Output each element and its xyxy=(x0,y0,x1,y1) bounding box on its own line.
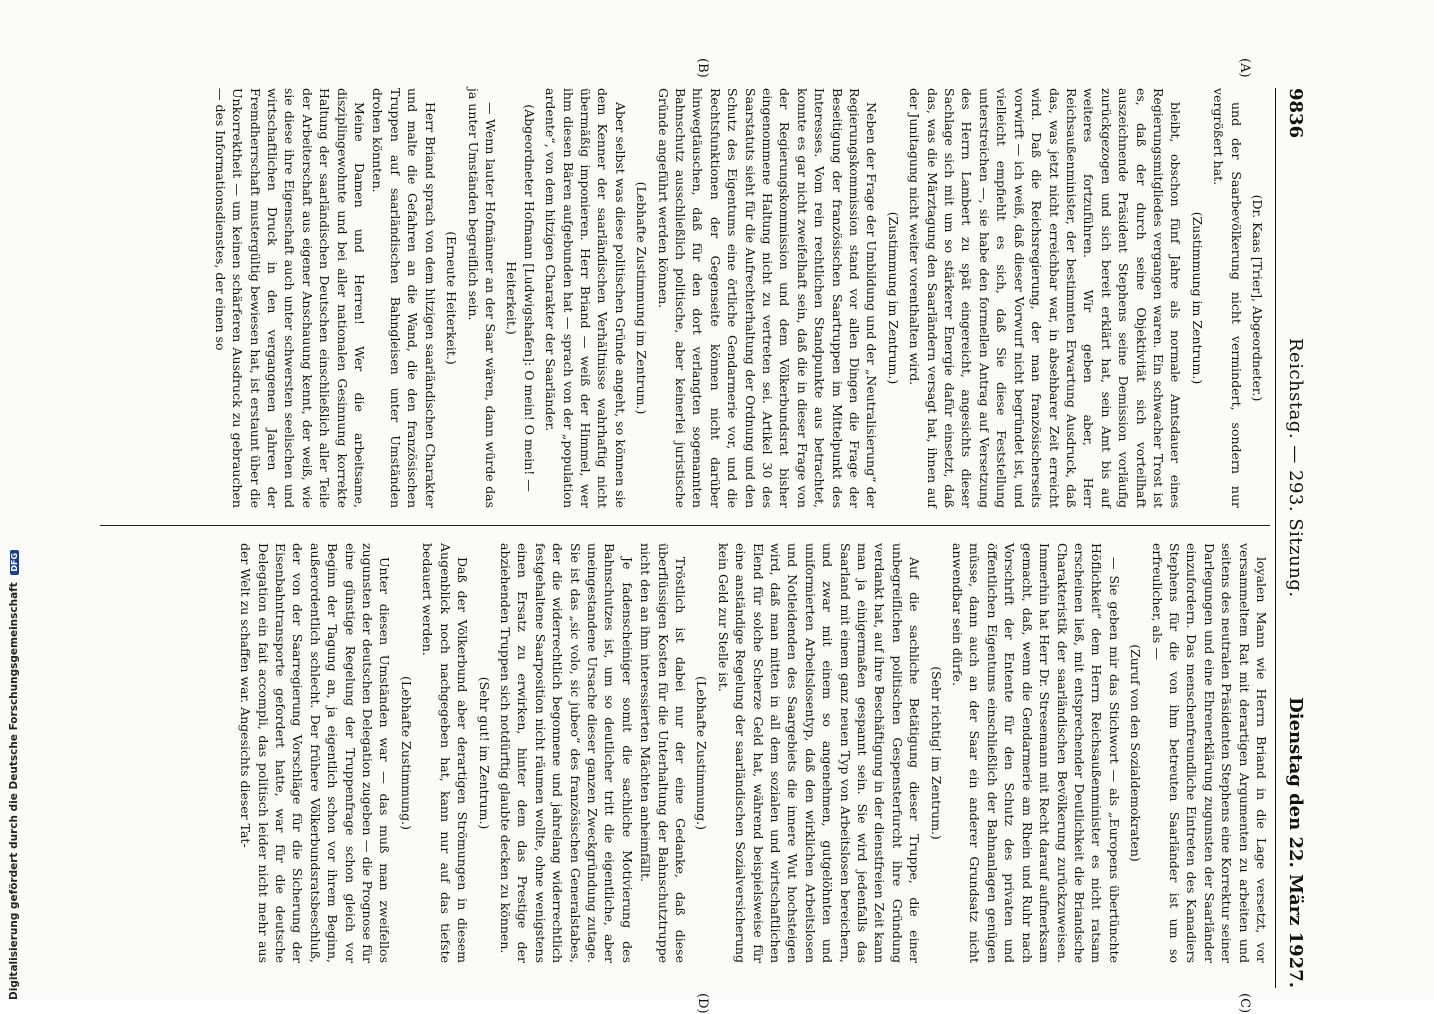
paragraph: und der Saarbevölkerung nicht vermindert, sondern nur vergrößert hat. xyxy=(1211,88,1244,508)
digitization-credit-text: Digitalisierung gefördert durch die Deutsche Forschungsgemeinschaft xyxy=(8,582,20,1000)
rotated-sheet xyxy=(100,58,1310,1014)
margin-marker-c: (C) xyxy=(1237,993,1252,1014)
dfg-logo: DFG xyxy=(10,550,19,575)
margin-marker-a: (A) xyxy=(1237,58,1252,78)
paragraph: — Wenn lauter Hofmänner an der Saar wären, dann würde das ja unter Umständen begreiflich sein. xyxy=(465,88,498,508)
interjection: (Abgeordneter Hofmann [Ludwigshafen]: O mein! O mein! — Heiterkeit.) xyxy=(504,104,537,492)
interjection: (Sehr gut! im Zentrum.) xyxy=(476,676,492,830)
page-header xyxy=(1274,88,1310,988)
interjection: (Zustimmung im Zentrum.) xyxy=(1189,211,1205,385)
interjection: (Zustimmung im Zentrum.) xyxy=(885,211,901,385)
interjection: (Lebhafte Zustimmung im Zentrum.) xyxy=(634,181,650,415)
session-date: Dienstag den 22. März 1927. xyxy=(1285,697,1306,988)
interjection: (Lebhafte Zustimmung.) xyxy=(398,676,414,830)
paragraph: Herr Briand sprach von dem hitzigen saarländischen Charakter und malte die Gefahren an die Wand, die den französischen Truppen auf saarländischen Bahngleisen unter Umständen drohen könnten. xyxy=(370,88,438,508)
paragraph: bleibt, obschon fünf Jahre als normale Amtsdauer eines Regierungsmitgliedes vergangen waren. Ein schwacher Trost ist es, daß der durch seine Objektivität sich vorteilhaft auszeichnende Präsident Stephens seine Demission vorläufig zurückgezogen und sich bereit erklärt hat, sein Amt bis auf weiteres fortzuführen. Wir geben aber, Herr Reichsaußenminister, der bestimmten Erwartung Ausdruck, daß das, was jetzt nicht erreichbar war, in absehbarer Zeit erreicht wird. Daß die Reichsregierung, der man französischerseits vorwirft — ich weiß, daß dieser Vorwurf nicht begründet ist, und vielleicht empfiehlt es sich, daß Sie diese Feststellung unterstreichen —, sie habe den formellen Antrag auf Versetzung des Herrn Lambert zu spät eingereicht, angesichts dieser Sachlage sich mit um so stärkerer Energie dafür einsetzt, daß das, was die Märztagung den Saarländern versagt hat, ihnen auf der Junitagung nicht weiter vorenthalten wird. xyxy=(907,88,1184,508)
interjection: (Zuruf von den Sozialdemokraten) xyxy=(1128,644,1144,862)
paragraph: Neben der Frage der Umbildung und der „Neutralisierung“ der Regierungskommission stand vor allen Dingen die Frage der Beseitigung der französischen Saartruppen im Mittelpunkt des Interesses. Vom rein rechtlichen Standpunkte aus betrachtet, konnte es gar nicht zweifelhaft sein, daß die in dieser Frage von der Regierungskommission und dem Völkerbundsrat bisher eingenommene Haltung nicht zu vertreten sei. Artikel 30 des Saarstatuts sieht für die Aufrechterhaltung der Ordnung und den Schutz des Eigentums eine örtliche Gendarmerie vor, und die Rechtsfunktionen der Gegenseite können nicht darüber hinwegtäuschen, daß für den dort verlangten sogenannten Bahnschutz ausschließlich politische, aber keinerlei juristische Gründe angeführt werden können. xyxy=(655,88,880,508)
left-text-column xyxy=(210,88,1270,508)
speaker-note: (Dr. Kaas [Trier], Abgeordneter.) xyxy=(1250,194,1265,402)
digitization-credit xyxy=(8,480,20,1000)
interjection: (Lebhafte Zustimmung.) xyxy=(694,676,710,830)
session-title: Reichstag. — 293. Sitzung. xyxy=(1285,338,1306,598)
paragraph: loyalen Mann wie Herrn Briand in die Lage versetzt, vor versammeltem Rat mit derartigen Argumenten zu arbeiten und seitens des neutralen Präsidenten Stephens eine Korrektur seiner Darlegungen und eine Ehrenerklärung zugunsten der Saarländer einzufordern. Das menschenfreundliche Eintreten des Kanadiers Stephens für die von ihm betreuten Saarländer ist um so erfreulicher, als — xyxy=(1149,543,1269,963)
paragraph: Meine Damen und Herren! Wer die arbeitsame, disziplingewohnte und bei aller nationalen Gesinnung korrekte Haltung der saarländischen Deutschen einschließlich aller Teile der Arbeiterschaft aus eigener Anschauung kennt, der weiß, wie sie diese ihre Eigenschaft auch unter schwersten seelischen und wirtschaftlichen Druck in den vergangenen Jahren der Fremdherrschaft mustergültig bewiesen hat, ist erstaunt über die Unkorrektheit — um keinen schärferen Ausdruck zu gebrauchen — des Informationsdienstes, der einen so xyxy=(212,88,368,508)
page-number: 9836 xyxy=(1285,88,1306,139)
paragraph: Je fadenscheiniger somit die sachliche Motivierung des Bahnschutzes ist, um so deutlicher tritt die eigentliche, aber uneingestandene Ursache dieser ganzen Zweckgründung zutage. Sie ist das „sic volo, sic jubeo“ des französischen Generalstabes, der die widerrechtlich begonnene und jahrelang widerrechtlich festgehaltene Saarposition nicht räumen wollte, ohne wenigstens einen Ersatz zu erwirken, hinter dem das Prestige der abziehenden Truppen sich notdürftig glaubte decken zu können. xyxy=(497,543,635,963)
margin-marker-d: (D) xyxy=(695,993,710,1014)
margin-marker-b: (B) xyxy=(695,58,710,78)
paragraph: Aber selbst was diese politischen Gründe angeht, so können sie dem Kenner der saarländischen Verhältnisse wahrhaftig nicht übermäßig imponieren. Herr Briand — weiß der Himmel, wer ihm diesen Bären aufgebunden hat — sprach von der „population ardente“, von dem hitzigen Charakter der Saarländer. xyxy=(543,88,628,508)
interjection: (Sehr richtig! im Zentrum.) xyxy=(928,666,944,840)
paragraph: Tröstlich ist dabei nur der eine Gedanke, daß diese überflüssigen Kosten für die Unterhaltung der Bahnschutztruppe nicht den an ihm interessierten Mächten anheimfällt. xyxy=(638,543,688,963)
paragraph: Daß der Völkerbund aber derartigen Strömungen in diesem Augenblick noch nachgegeben hat, kann nur auf das tiefste bedauert werden. xyxy=(420,543,471,963)
paragraph: Unter diesen Umständen war — das muß man zweifellos zugunsten der deutschen Delegation zugeben — die Prognose für eine günstige Regelung der Truppenfrage schon gleich vor Beginn der Tagung an, ja eigentlich schon vor ihrem Beginn, außerordentlich schlecht. Der frühere Völkerbundsratsbeschluß, der von der Saarregierung Vorschläge für die Sicherung der Eisenbahntransporte gefordert hatte, war für die deutsche Delegation ein fait accompli, das politisch leider nicht mehr aus der Welt zu schaffen war. Angesichts dieser Tat- xyxy=(238,543,393,963)
right-text-column xyxy=(236,543,1270,963)
interjection: (Erneute Heiterkeit.) xyxy=(444,231,460,365)
header-rule xyxy=(1275,88,1276,988)
paragraph: — Sie geben mir das Stichwort — als „Europens übertünchte Höflichkeit“ dem Herrn Reichsaußenminister es nicht ratsam erscheinen ließ, mit entsprechender Deutlichkeit die Briandsche Charakteristik der saarländischen Bevölkerung zurückzuweisen. Immerhin hat Herr Dr. Stresemann mit Recht darauf aufmerksam gemacht, daß, wenn die Gendarmerie am Rhein und Ruhr nach Vorschrift der Entente für den Schutz des privaten und öffentlichen Eigentums einschließlich der Bahnanlagen genügen müsse, dann auch an der Saar ein anderer Grundsatz nicht anwendbar sein dürfe. xyxy=(950,543,1122,963)
paragraph: Auf die sachliche Betätigung dieser Truppe, die einer unbegreiflichen politischen Gespensterfurcht ihre Gründung verdankt hat, auf ihre Beschäftigung in der dienstfreien Zeit kann man ja einigermaßen gespannt sein. Sie wird jedenfalls das Saarland mit einem ganz neuen Typ von Arbeitslosen bereichern, und zwar mit einem so angenehmen, gutgelöhnten und uniformierten Arbeitslosentyp, daß den wirklichen Arbeitslosen und Notleidenden des Saargebiets die innere Wut hochsteigen wird, daß man mitten in all dem sozialen und wirtschaftlichen Elend für solche Scherze Geld hat, während beispielsweise für eine anständige Regelung der saarländischen Sozialversicherung kein Geld zur Stelle ist. xyxy=(715,543,923,963)
column-divider xyxy=(100,525,1270,526)
